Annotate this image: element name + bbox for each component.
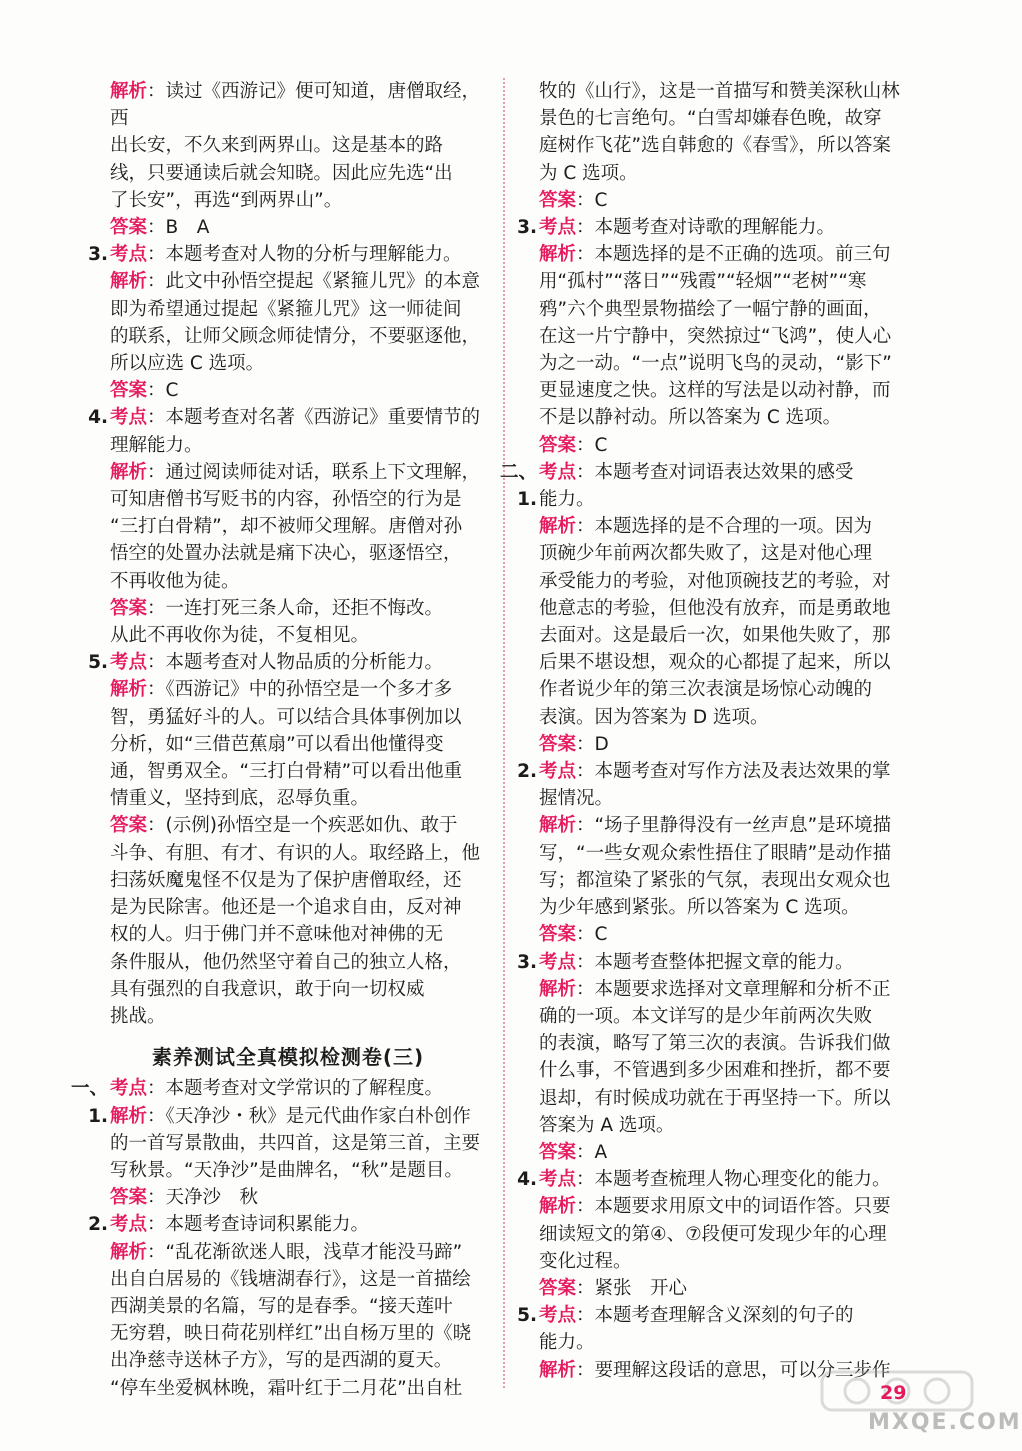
point-label: 考点 — [539, 1305, 577, 1327]
question-4: 4. 考点：本题考查对名著《西游记》重要情节的 理解能力。 解析：通过阅读师徒对话，联系上下文理解， 可知唐僧书写贬书的内容，孙悟空的行为是 “三打白骨精”，却不被师父理解。唐僧对孙 悟空的处置办法就是痛下决心，驱逐悟空， 不再收他为徒。 答案：一连打死三条人命，还拒不悔改。 从此不再收你为徒，不复相见。 — [82, 404, 494, 649]
answer-label: 答案 — [110, 597, 148, 619]
question-3: 3. 考点：本题考查对人物的分析与理解能力。 解析：此文中孙悟空提起《紧箍儿咒》的本意 即为希望通过提起《紧箍儿咒》这一师徒间 的联系，让师父顾念师徒情分，不要驱逐他， 所以应选 C 选项。 答案：C — [82, 241, 494, 404]
point-label: 考点 — [539, 951, 577, 973]
point-label: 考点 — [110, 1078, 148, 1100]
answer-label: 答案 — [539, 924, 577, 946]
question-5: 5. 考点：本题考查对人物品质的分析能力。 解析：《西游记》中的孙悟空是一个多才多 智，勇猛好斗的人。可以结合具体事例加以 分析，如“三借芭蕉扇”可以看出他懂得变 通，智勇双全。“三打白骨精”可以看出他重 情重义，坚持到底，忍辱负重。 答案：(示例)孙悟空是一个疾恶如仇、敢于 斗争、有胆、有才、有识的人。取经路上，他 扫荡妖魔鬼怪不仅是为了保护唐僧取经，还 是为民除害。他还是一个追求自由，反对神 权的人。归于佛门并不意味他对神佛的无 条件服从，他仍然坚守着自己的独立人格， 具有强烈的自我意识，敢于向一切权威 挑战。 — [82, 649, 494, 1030]
section1-question-3: 3. 考点：本题考查对诗歌的理解能力。 解析：本题选择的是不正确的选项。前三句 用“孤村”“落日”“残霞”“轻烟”“老树”“寒 鸦”六个典型景物描绘了一幅宁静的画面， 在这一片宁静中，突然掠过“飞鸿”，使人心 为之一动。“一点”说明飞鸟的灵动，“影下” 更显速度之快。这样的写法是以动衬静，而 不是以静衬动。所以答案为 C 选项。 答案：C — [511, 214, 933, 459]
question-number: 2. — [88, 1214, 108, 1236]
question-number: 4. — [88, 407, 108, 429]
point-label: 考点 — [110, 652, 148, 674]
section1-question-2: 2. 考点：本题考查诗词积累能力。 解析：“乱花渐欲迷人眼，浅草才能没马蹄” 出自白居易的《钱塘湖春行》，这是一首描绘 西湖美景的名篇，写的是春季。“接天莲叶 无穷碧，映日荷花别样红”出自杨万里的《晓 出净慈寺送林子方》，写的是西湖的夏天。 “停车坐爱枫林晚，霜叶红于二月花”出自杜 — [82, 1211, 494, 1401]
point-label: 考点 — [539, 761, 577, 783]
question-2-tail: 解析：读过《西游记》便可知道，唐僧取经，西 出长安，不久来到两界山。这是基本的路 线，只要通读后就会知晓。因此应先选“出 了长安”，再选“到两界山”。 答案：B A — [110, 81, 481, 239]
analysis-label: 解析 — [110, 1241, 148, 1263]
analysis-label: 解析 — [110, 81, 148, 102]
analysis-label: 解析 — [539, 1359, 577, 1381]
analysis-label: 解析 — [539, 244, 577, 266]
point-label: 考点 — [110, 407, 148, 429]
question-number: 4. — [517, 1169, 537, 1191]
analysis-label: 解析 — [539, 815, 577, 837]
analysis-label: 解析 — [539, 516, 577, 538]
page-number: 29 — [880, 1382, 907, 1404]
answer-label: 答案 — [110, 217, 148, 239]
right-column — [499, 78, 933, 1384]
analysis-label: 解析 — [110, 461, 148, 483]
question-number: 一、1. — [70, 1078, 108, 1127]
section1-question-1: 一、1. 考点：本题考查对文学常识的了解程度。 解析：《天净沙・秋》是元代曲作家白朴创作 的一首写景散曲，共四首，这是第三首，主要 写秋景。“天净沙”是曲牌名，“秋”是题目。 答案：天净沙 秋 — [82, 1075, 494, 1211]
question-number: 3. — [517, 951, 537, 973]
question-number: 3. — [88, 244, 108, 266]
section2-question-5: 5. 考点：本题考查理解含义深刻的句子的 能力。 解析：要理解这段话的意思，可以分三步作 — [511, 1302, 933, 1384]
answer-label: 答案 — [539, 434, 577, 456]
answer-label: 答案 — [110, 1187, 148, 1209]
answer-label: 答案 — [110, 380, 148, 402]
analysis-label: 解析 — [110, 679, 148, 701]
watermark-text: MXQE.COM — [868, 1410, 1022, 1435]
question-number: 3. — [517, 217, 537, 239]
point-label: 考点 — [539, 1169, 577, 1191]
question-number: 2. — [517, 761, 537, 783]
question-number: 5. — [88, 652, 108, 674]
answer-label: 答案 — [110, 815, 148, 837]
analysis-label: 解析 — [539, 978, 577, 1000]
point-label: 考点 — [110, 1214, 148, 1236]
section2-question-3: 3. 考点：本题考查整体把握文章的能力。 解析：本题要求选择对文章理解和分析不正 确的一项。本文详写的是少年前两次失败 的表演，略写了第三次的表演。告诉我们做 什么事，不管遇到多少困难和挫折，都不要 退却，有时候成功就在于再坚持一下。所以 答案为 A 选项。 答案：A — [511, 949, 933, 1167]
section2-question-1: 二、1. 考点：本题考查对词语表达效果的感受 能力。 解析：本题选择的是不合理的一项。因为 顶碗少年前两次都失败了，这是对他心理 承受能力的考验，对他顶碗技艺的考验，对 他意志的考验，但他没有放弃，而是勇敢地 去面对。这是最后一次，如果他失败了，那 后果不堪设想，观众的心都提了起来，所以 作者说少年的第三次表演是场惊心动魄的 表演。因为答案为 D 选项。 答案：D — [511, 459, 933, 758]
question-number: 二、1. — [499, 461, 537, 511]
section2-question-4: 4. 考点：本题考查梳理人物心理变化的能力。 解析：本题要求用原文中的词语作答。只要 细读短文的第④、⑦段便可发现少年的心理 变化过程。 答案：紧张 开心 — [511, 1166, 933, 1302]
analysis-label: 解析 — [539, 1196, 577, 1218]
point-label: 考点 — [110, 244, 148, 266]
answer-label: 答案 — [539, 1277, 577, 1299]
section1-question-2-tail: 牧的《山行》，这是一首描写和赞美深秋山林 景色的七言绝句。“白雪却嫌春色晚，故穿 庭树作飞花”选自韩愈的《春雪》，所以答案 为 C 选项。 答案：C — [539, 81, 900, 211]
section2-question-2: 2. 考点：本题考查对写作方法及表达效果的掌 握情况。 解析：“场子里静得没有一丝声息”是环境描 写，“一些女观众索性捂住了眼睛”是动作描 写；都渲染了紧张的气氛，表现出女观众也 为少年感到紧张。所以答案为 C 选项。 答案：C — [511, 758, 933, 948]
answer-label: 答案 — [539, 189, 577, 211]
analysis-label: 解析 — [110, 271, 148, 293]
answer-label: 答案 — [539, 733, 577, 755]
left-column — [70, 78, 494, 1402]
section-title: 素养测试全真模拟检测卷(三) — [151, 1045, 425, 1070]
answer-label: 答案 — [539, 1141, 577, 1163]
column-divider — [503, 78, 505, 1388]
point-label: 考点 — [539, 461, 577, 483]
question-number: 5. — [517, 1305, 537, 1327]
point-label: 考点 — [539, 217, 577, 239]
analysis-label: 解析 — [110, 1105, 148, 1127]
